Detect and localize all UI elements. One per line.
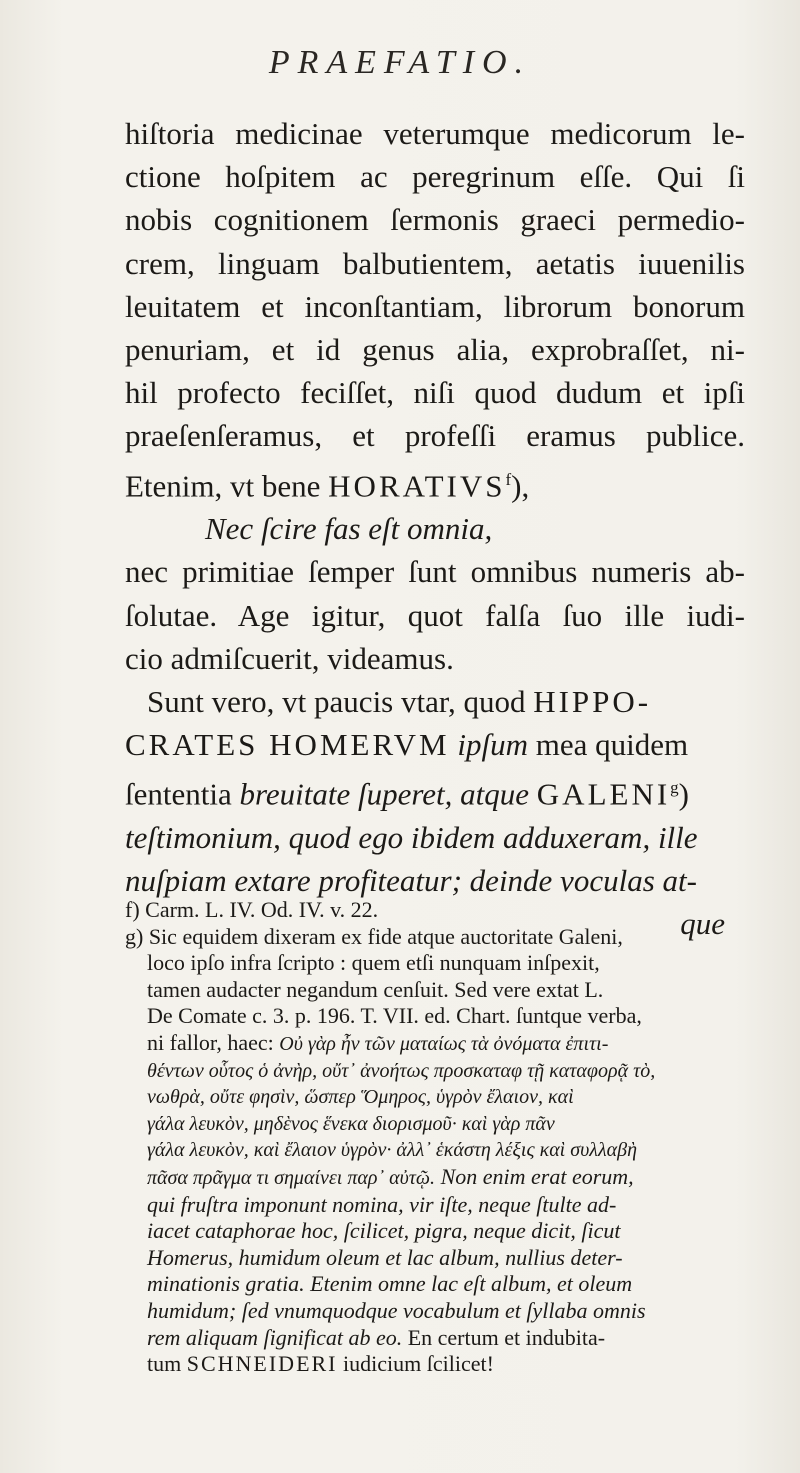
horatius-line xyxy=(125,458,745,508)
translation-line xyxy=(125,1325,745,1352)
horatius-post: ), xyxy=(511,467,530,503)
body-line: hiſtoria medicinae veterumque medicorum le- xyxy=(125,116,745,151)
author-name-homerus: CRATES HOMERVM xyxy=(125,727,450,763)
greek-line: γάλα λευκὸν, μηδὲνος ἕνεκα διορισμοῦ· καὶ γὰρ πᾶν xyxy=(147,1112,555,1135)
body-line: ſolutae. Age igitur, quot falſa ſuo ille iudi- xyxy=(125,597,745,633)
closing-pre: tum xyxy=(147,1351,182,1377)
crates-post: mea quidem xyxy=(535,727,689,763)
body-line: crem, linguam balbutientem, aetatis iuuenilis xyxy=(125,245,745,281)
translation-line: minationis gratia. Etenim omne lac eſt album, et oleum xyxy=(147,1271,633,1297)
greek-line: θέντων οὗτος ὁ ἀνὴρ, οὔτ᾽ ἀνοήτως προσκαταφ τῇ καταφορᾷ τὸ, xyxy=(147,1059,656,1082)
footnotes xyxy=(125,897,745,1378)
translation-end: rem aliquam ſignificat ab eo. xyxy=(147,1324,403,1350)
quote-line: Nec ſcire fas eſt omnia, xyxy=(205,511,493,547)
body-line: penuriam, et id genus alia, exprobraſſet, ni- xyxy=(125,332,745,368)
horatius-pre: Etenim, vt bene xyxy=(125,467,321,503)
footnote-g-line xyxy=(125,1030,745,1058)
body-line: ctione hoſpitem ac peregrinum eſſe. Qui ſi xyxy=(125,159,745,195)
body-line: cio admiſcuerit, videamus. xyxy=(125,640,454,676)
translation-start: Non enim erat eorum, xyxy=(440,1163,634,1189)
greek-line xyxy=(125,1164,745,1192)
galeni-italic: breuitate ſuperet, atque xyxy=(239,776,530,812)
author-name-hippocrates: HIPPO- xyxy=(533,683,652,719)
footnote-g-line: tamen audacter negandum cenſuit. Sed vere extat L. xyxy=(147,976,604,1002)
page-header: PRAEFATIO. xyxy=(268,44,532,81)
closing-post: iudicium ſcilicet! xyxy=(343,1351,494,1377)
hippo-pre: Sunt vero, vt paucis vtar, quod xyxy=(147,683,526,719)
body-line: hil profecto feciſſet, niſi quod dudum et ipſi xyxy=(125,375,745,411)
footnote-f: f) Carm. L. IV. Od. IV. v. 22. xyxy=(125,897,379,922)
closing-text: En certum et indubita- xyxy=(407,1324,606,1350)
author-name-schneider: SCHNEIDERI xyxy=(186,1351,338,1377)
footnote-ref-f: f xyxy=(505,469,512,489)
galeni-post: ) xyxy=(678,776,689,812)
body-line: nobis cognitionem ſermonis graeci permedio- xyxy=(125,202,745,238)
closing-line xyxy=(125,1351,745,1378)
footnote-ref-g: g xyxy=(670,778,679,798)
italic-line: nuſpiam extare profiteatur; deinde voculas at- xyxy=(125,863,697,899)
catchword: que xyxy=(680,906,725,942)
translation-line: humidum; ſed vnumquodque vocabulum et ſyllaba omnis xyxy=(147,1297,646,1323)
galeni-pre: ſententia xyxy=(125,776,232,812)
crates-italic: ipſum xyxy=(457,727,528,763)
footnote-g-line: De Comate c. 3. p. 196. T. VII. ed. Chart. ſuntque verba, xyxy=(147,1003,642,1029)
author-name-horatius: HORATIVS xyxy=(328,467,506,503)
translation-line: iacet cataphorae hoc, ſcilicet, pigra, neque dicit, ſicut xyxy=(147,1218,621,1244)
hippocrates-line xyxy=(125,680,745,723)
greek-quote-end: πᾶσα πρᾶγμα τι σημαίνει παρ᾽ αὐτῷ. xyxy=(147,1166,436,1189)
greek-line: γάλα λευκὸν, καὶ ἔλαιον ὑγρὸν· ἀλλ᾽ ἑκάστη λέξις καὶ συλλαβὴ xyxy=(147,1139,637,1162)
translation-line: Homerus, humidum oleum et lac album, nullius deter- xyxy=(147,1244,623,1270)
body-line: praeſenſeramus, et profeſſi eramus publice. xyxy=(125,418,745,454)
crates-line xyxy=(125,723,745,766)
footnote-g-line: g) Sic equidem dixeram ex fide atque auctoritate Galeni, xyxy=(125,923,623,949)
italic-line: teſtimonium, quod ego ibidem adduxeram, ille xyxy=(125,819,698,855)
main-text xyxy=(125,112,745,946)
body-line: nec primitiae ſemper ſunt omnibus numeris ab- xyxy=(125,554,745,590)
translation-line: qui fruſtra imponunt nomina, vir iſte, neque ſtulte ad- xyxy=(147,1191,617,1217)
author-name-galenus: GALENI xyxy=(536,776,671,812)
body-line: leuitatem et inconſtantiam, librorum bonorum xyxy=(125,288,745,324)
greek-line: νωθρὰ, οὔτε φησὶν, ὥσπερ Ὅμηρος, ὑγρὸν ἔλαιον, καὶ xyxy=(147,1086,574,1109)
footnote-g-text: ni fallor, haec: xyxy=(147,1029,274,1055)
footnote-g-line: loco ipſo infra ſcripto : quem etſi nunquam inſpexit, xyxy=(147,950,600,976)
galeni-line xyxy=(125,766,745,816)
greek-quote: Οὐ γὰρ ἦν τῶν ματαίως τὰ ὀνόματα ἐπιτι- xyxy=(279,1032,609,1055)
